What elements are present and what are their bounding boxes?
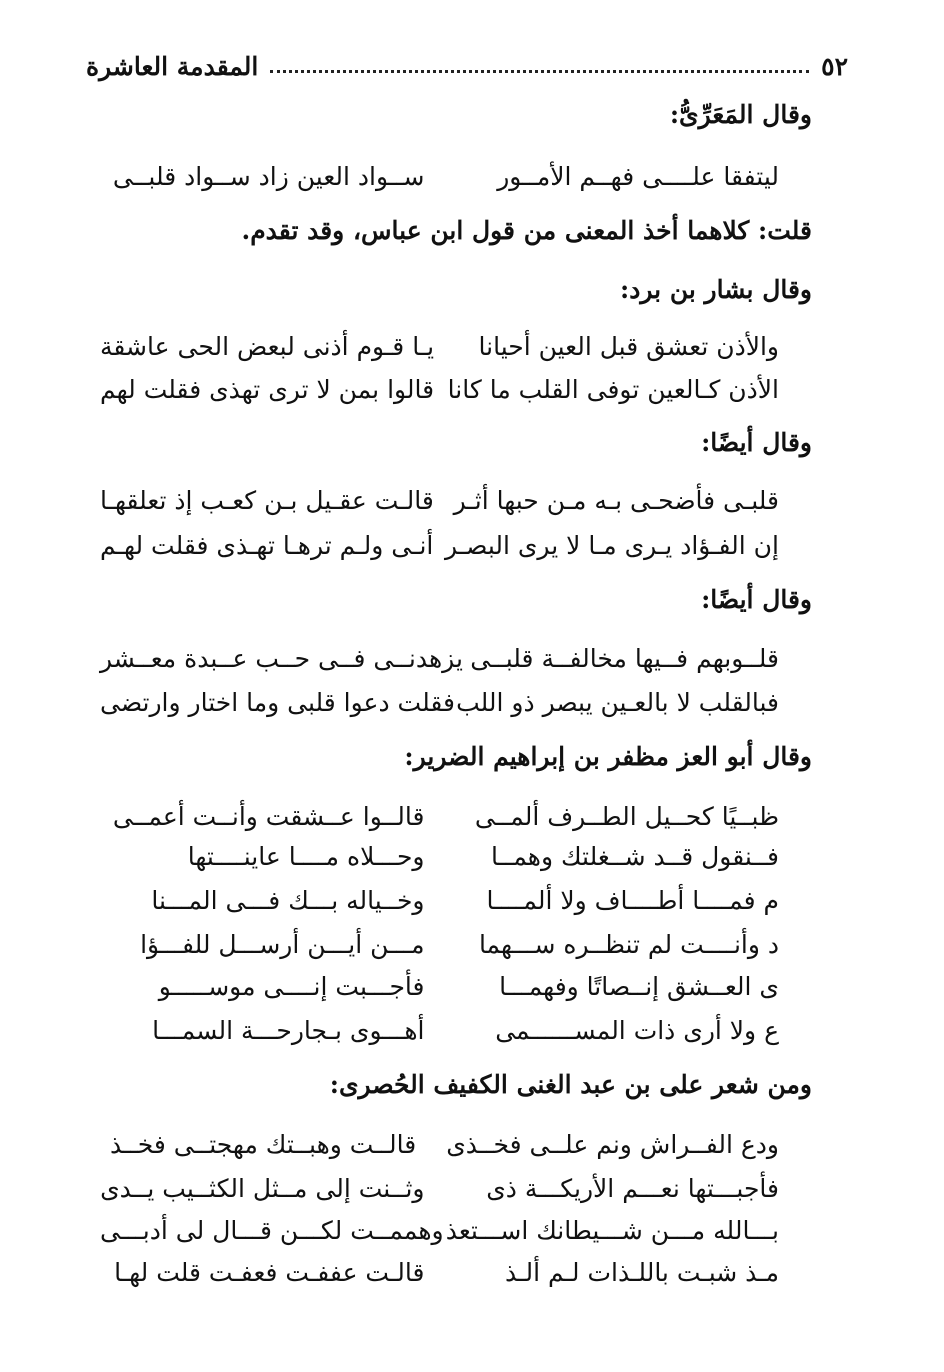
verse-first-hemistich: يزهدنــى فــى حــب عــبدة معــشر — [100, 643, 463, 673]
verse-second-hemistich: ع ولا أرى ذات المســــــمى — [495, 1015, 779, 1045]
verse-first-hemistich: قالــت وهبــتك مهجتــى فخــذ — [109, 1129, 417, 1159]
verse-line — [100, 836, 779, 876]
dotted-leader — [270, 70, 809, 73]
verse-second-hemistich: قلــوبهم فــيها مخالفــة قلبــى — [470, 643, 779, 673]
verse-second-hemistich: ودع الفــراش ونم علــى فخــذى — [446, 1129, 779, 1159]
verse-first-hemistich: قالوا بمن لا ترى تهذى فقلت لهم — [100, 374, 435, 404]
verse-line — [100, 480, 779, 520]
verse-second-hemistich: فبالقلب لا بالعـين يبصر ذو اللب — [456, 687, 779, 717]
verse-second-hemistich: قلبـى فأضحـى بـه مـن حبها أثـر — [453, 485, 779, 515]
verse-line — [100, 369, 779, 409]
verse-line — [100, 1210, 779, 1250]
verse-line — [100, 1252, 779, 1292]
page-number: ٥٢ — [821, 51, 848, 81]
verse-line — [100, 1168, 779, 1208]
verse-second-hemistich: ظبــيًا كحــيل الطــرف ألمــى — [474, 801, 779, 831]
verse-line — [100, 966, 779, 1006]
verse-second-hemistich: ليتفقا علــــى فهــم الأمــور — [497, 161, 779, 191]
verse-second-hemistich: م فمــــا أطــــاف ولا ألمــــا — [486, 885, 779, 915]
verse-first-hemistich: وخــياله بـــك فـــى المـــنا — [151, 885, 425, 915]
intro-line: قلت: كلاهما أخذ المعنى من قول ابن عباس، وقد تقدم. — [241, 216, 812, 245]
verse-first-hemistich: وهممــت لكـــن قـــال لى أدبـــى — [100, 1215, 444, 1245]
verse-first-hemistich: فأجـــبت إنــــى موســـــو — [158, 971, 425, 1001]
intro-line: وقال أبو العز مظفر بن إبراهيم الضرير: — [404, 742, 812, 771]
intro-line: وقال بشار بن برد: — [620, 275, 812, 304]
verse-second-hemistich: د وأنــــت لم تنظــره ســـهما — [478, 929, 779, 959]
verse-first-hemistich: قالـت عففـت فعفـت قلت لهـا — [114, 1257, 425, 1287]
verse-second-hemistich: ى العــشق إنــصاتًا وفهمـــا — [499, 971, 779, 1001]
verse-first-hemistich: ســواد العين زاد ســواد قلبــى — [112, 161, 425, 191]
verse-line — [100, 156, 779, 196]
verse-line — [100, 638, 779, 678]
verse-line — [100, 682, 779, 722]
verse-second-hemistich: فأجبـــتها نعـــم الأريكـــة ذى — [486, 1173, 779, 1203]
verse-line — [100, 924, 779, 964]
verse-first-hemistich: يـا قـوم أذنى لبعض الحى عاشقة — [100, 331, 435, 361]
verse-line — [100, 525, 779, 565]
verse-first-hemistich: أهـــوى بـجارحـــة السمـــا — [152, 1015, 425, 1045]
verse-first-hemistich: وثــنت إلى مــثل الكثــيب يــدى — [100, 1173, 425, 1203]
running-header — [86, 46, 848, 86]
intro-line: ومن شعر على بن عبد الغنى الكفيف الحُصرى: — [329, 1070, 812, 1099]
intro-line: وقال المَعَرِّىُّ: — [669, 100, 812, 129]
verse-second-hemistich: إن الفـؤاد يـرى مـا لا يرى البصـر — [445, 530, 779, 560]
verse-first-hemistich: أنـى ولـم ترهـا تهـذى فقلت لهـم — [100, 530, 434, 560]
verse-first-hemistich: مـــن أيـــن أرســـل للفـــؤا — [140, 929, 425, 959]
verse-second-hemistich: بـــالله مـــن شـــيطانك اســـتعذ — [445, 1215, 779, 1245]
running-title: المقدمة العاشرة — [86, 51, 259, 81]
verse-second-hemistich: الأذن كـالعين توفى القلب ما كانا — [447, 374, 779, 404]
intro-line: وقال أيضًا: — [701, 585, 812, 614]
verse-first-hemistich: فقلت دعوا قلبى وما اختار وارتضى — [100, 687, 455, 717]
verse-line — [100, 1010, 779, 1050]
verse-line — [100, 1124, 779, 1164]
verse-second-hemistich: فــنقول قــد شــغلتك وهمــا — [491, 841, 779, 871]
verse-second-hemistich: مـذ شبـت باللـذات لـم ألـذ — [505, 1257, 779, 1287]
verse-line — [100, 880, 779, 920]
verse-second-hemistich: والأذن تعشق قبل العين أحيانا — [478, 331, 779, 361]
verse-first-hemistich: وحـــلاه مــــا عاينــــتها — [187, 841, 425, 871]
verse-line — [100, 796, 779, 836]
intro-line: وقال أيضًا: — [701, 428, 812, 457]
verse-first-hemistich: قالــوا عــشقت وأنــت أعمــى — [112, 801, 425, 831]
verse-first-hemistich: قالـت عقـيل بـن كعـب إذ تعلقهـا — [100, 485, 434, 515]
verse-line — [100, 326, 779, 366]
